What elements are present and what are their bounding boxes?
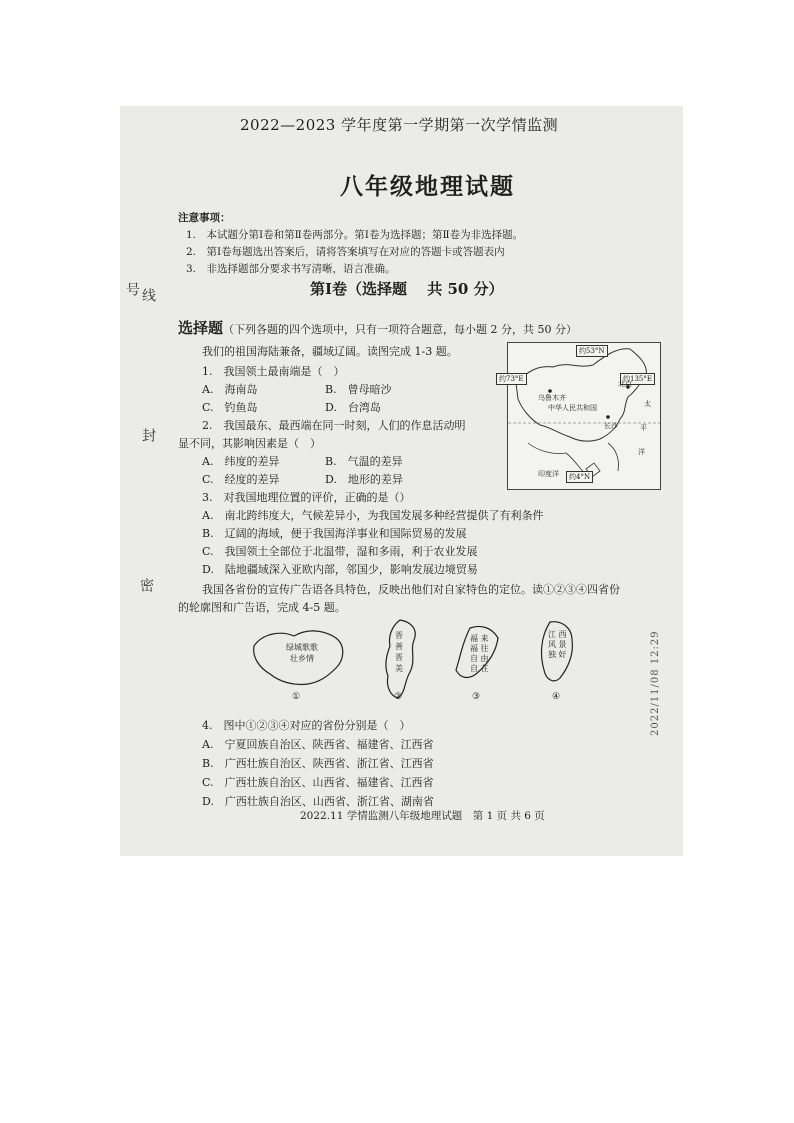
notes <box>178 210 523 278</box>
map-label-73e: 约73°E <box>496 373 527 385</box>
margin-mark-feng: 封 <box>140 428 156 442</box>
question-2-stem-cont: 显不同，其影响因素是（ ） <box>178 437 321 450</box>
question-1-option-d: D. 台湾岛 <box>325 401 381 414</box>
map-label-beijing: 北京 <box>618 380 632 388</box>
province-4-slogan: 江 西 风 景 独 好 <box>548 630 567 659</box>
province-3-slogan: 福 来 福 往 自 由 自 在 <box>470 634 489 673</box>
question-2-stem: 2. 我国最东、最西端在同一时刻，人们的作息活动明 <box>202 419 466 432</box>
question-1-option-b: B. 曾母暗沙 <box>325 383 392 396</box>
china-map-outline <box>508 343 660 489</box>
question-3-option-d: D. 陆地疆域深入亚欧内部，邻国少，影响发展边境贸易 <box>202 563 478 576</box>
intro-text-1: 我们的祖国海陆兼备，疆域辽阔。读图完成 1-3 题。 <box>202 345 458 358</box>
choice-heading <box>178 317 577 338</box>
map-label-yang: 洋 <box>638 448 645 456</box>
exam-header: 2022—2023 学年度第一学期第一次学情监测 <box>240 116 559 134</box>
province-1-slogan: 绿城歌歌 壮乡情 <box>286 643 318 663</box>
choice-heading-label: 选择题 <box>178 319 224 337</box>
question-3-option-a: A. 南北跨纬度大，气候差异小，为我国发展多种经营提供了有利条件 <box>202 509 544 522</box>
province-outlines <box>250 616 610 706</box>
province-label-4: ④ <box>552 692 561 702</box>
question-4-option-b: B. 广西壮族自治区、陕西省、浙江省、江西省 <box>202 757 434 770</box>
question-2-option-d: D. 地形的差异 <box>325 473 403 486</box>
map-label-indian-ocean: 印度洋 <box>538 470 559 478</box>
page-footer: 2022.11 学情监测八年级地理试题 第 1 页 共 6 页 <box>300 810 545 822</box>
question-3-stem: 3. 对我国地理位置的评价，正确的是（） <box>202 491 411 504</box>
province-label-3: ③ <box>472 692 481 702</box>
question-1-option-c: C. 钓鱼岛 <box>202 401 258 414</box>
province-label-1: ① <box>292 692 301 702</box>
question-1-option-a: A. 海南岛 <box>202 383 258 396</box>
note-item: 3. 非选择题部分要求书写清晰，语言准确。 <box>186 263 396 275</box>
margin-mark-mi: 密 <box>138 578 154 592</box>
question-4-option-a: A. 宁夏回族自治区、陕西省、福建省、江西省 <box>202 738 434 751</box>
question-2-option-a: A. 纬度的差异 <box>202 455 280 468</box>
map-label-tai: 太 <box>644 400 651 408</box>
question-2-option-b: B. 气温的差异 <box>325 455 403 468</box>
choice-heading-desc: （下列各题的四个选项中，只有一项符合题意，每小题 2 分，共 50 分） <box>223 323 577 336</box>
province-2-slogan: 晋 善 晋 美 <box>395 631 403 673</box>
province-label-2: ② <box>394 692 403 702</box>
intro-text-2: 我国各省份的宣传广告语各具特色，反映出他们对自家特色的定位。读①②③④四省份 <box>202 583 620 596</box>
notes-heading: 注意事项： <box>178 212 231 224</box>
question-4-option-c: C. 广西壮族自治区、山西省、福建省、江西省 <box>202 776 434 789</box>
question-3-option-c: C. 我国领土全部位于北温带，湿和多雨，利于农业发展 <box>202 545 478 558</box>
question-4-stem: 4. 图中①②③④对应的省份分别是（ ） <box>202 719 411 732</box>
map-label-ping: 平 <box>640 424 647 432</box>
map-label-urumqi: 乌鲁木齐 <box>538 394 566 402</box>
question-4-option-d: D. 广西壮族自治区、山西省、浙江省、湖南省 <box>202 795 434 808</box>
section-title: 第Ⅰ卷（选择题 共 50 分） <box>310 280 504 298</box>
exam-title: 八年级地理试题 <box>340 173 515 200</box>
map-label-135e: 约135°E <box>620 373 655 385</box>
photo-timestamp: 2022/11/08 12:29 <box>650 630 661 736</box>
question-1-stem: 1. 我国领土最南端是（ ） <box>202 365 345 378</box>
question-2-option-c: C. 经度的差异 <box>202 473 280 486</box>
map-label-53n: 约53°N <box>576 345 608 357</box>
map-label-country: 中华人民共和国 <box>548 404 597 412</box>
margin-mark-xian: 线 <box>140 288 156 302</box>
exam-page <box>120 106 683 856</box>
map-label-changsha: 长沙 <box>604 422 618 430</box>
note-item: 2. 第Ⅰ卷每题选出答案后，请将答案填写在对应的答题卡或答题表内 <box>186 246 505 258</box>
margin-mark-hao: 号 <box>124 282 140 296</box>
china-map <box>499 342 661 490</box>
map-label-4n: 约4°N <box>566 471 593 483</box>
note-item: 1. 本试题分第Ⅰ卷和第Ⅱ卷两部分。第Ⅰ卷为选择题；第Ⅱ卷为非选择题。 <box>186 229 524 241</box>
question-3-option-b: B. 辽阔的海域，便于我国海洋事业和国际贸易的发展 <box>202 527 467 540</box>
intro-text-2-cont: 的轮廓图和广告语，完成 4-5 题。 <box>178 601 346 614</box>
